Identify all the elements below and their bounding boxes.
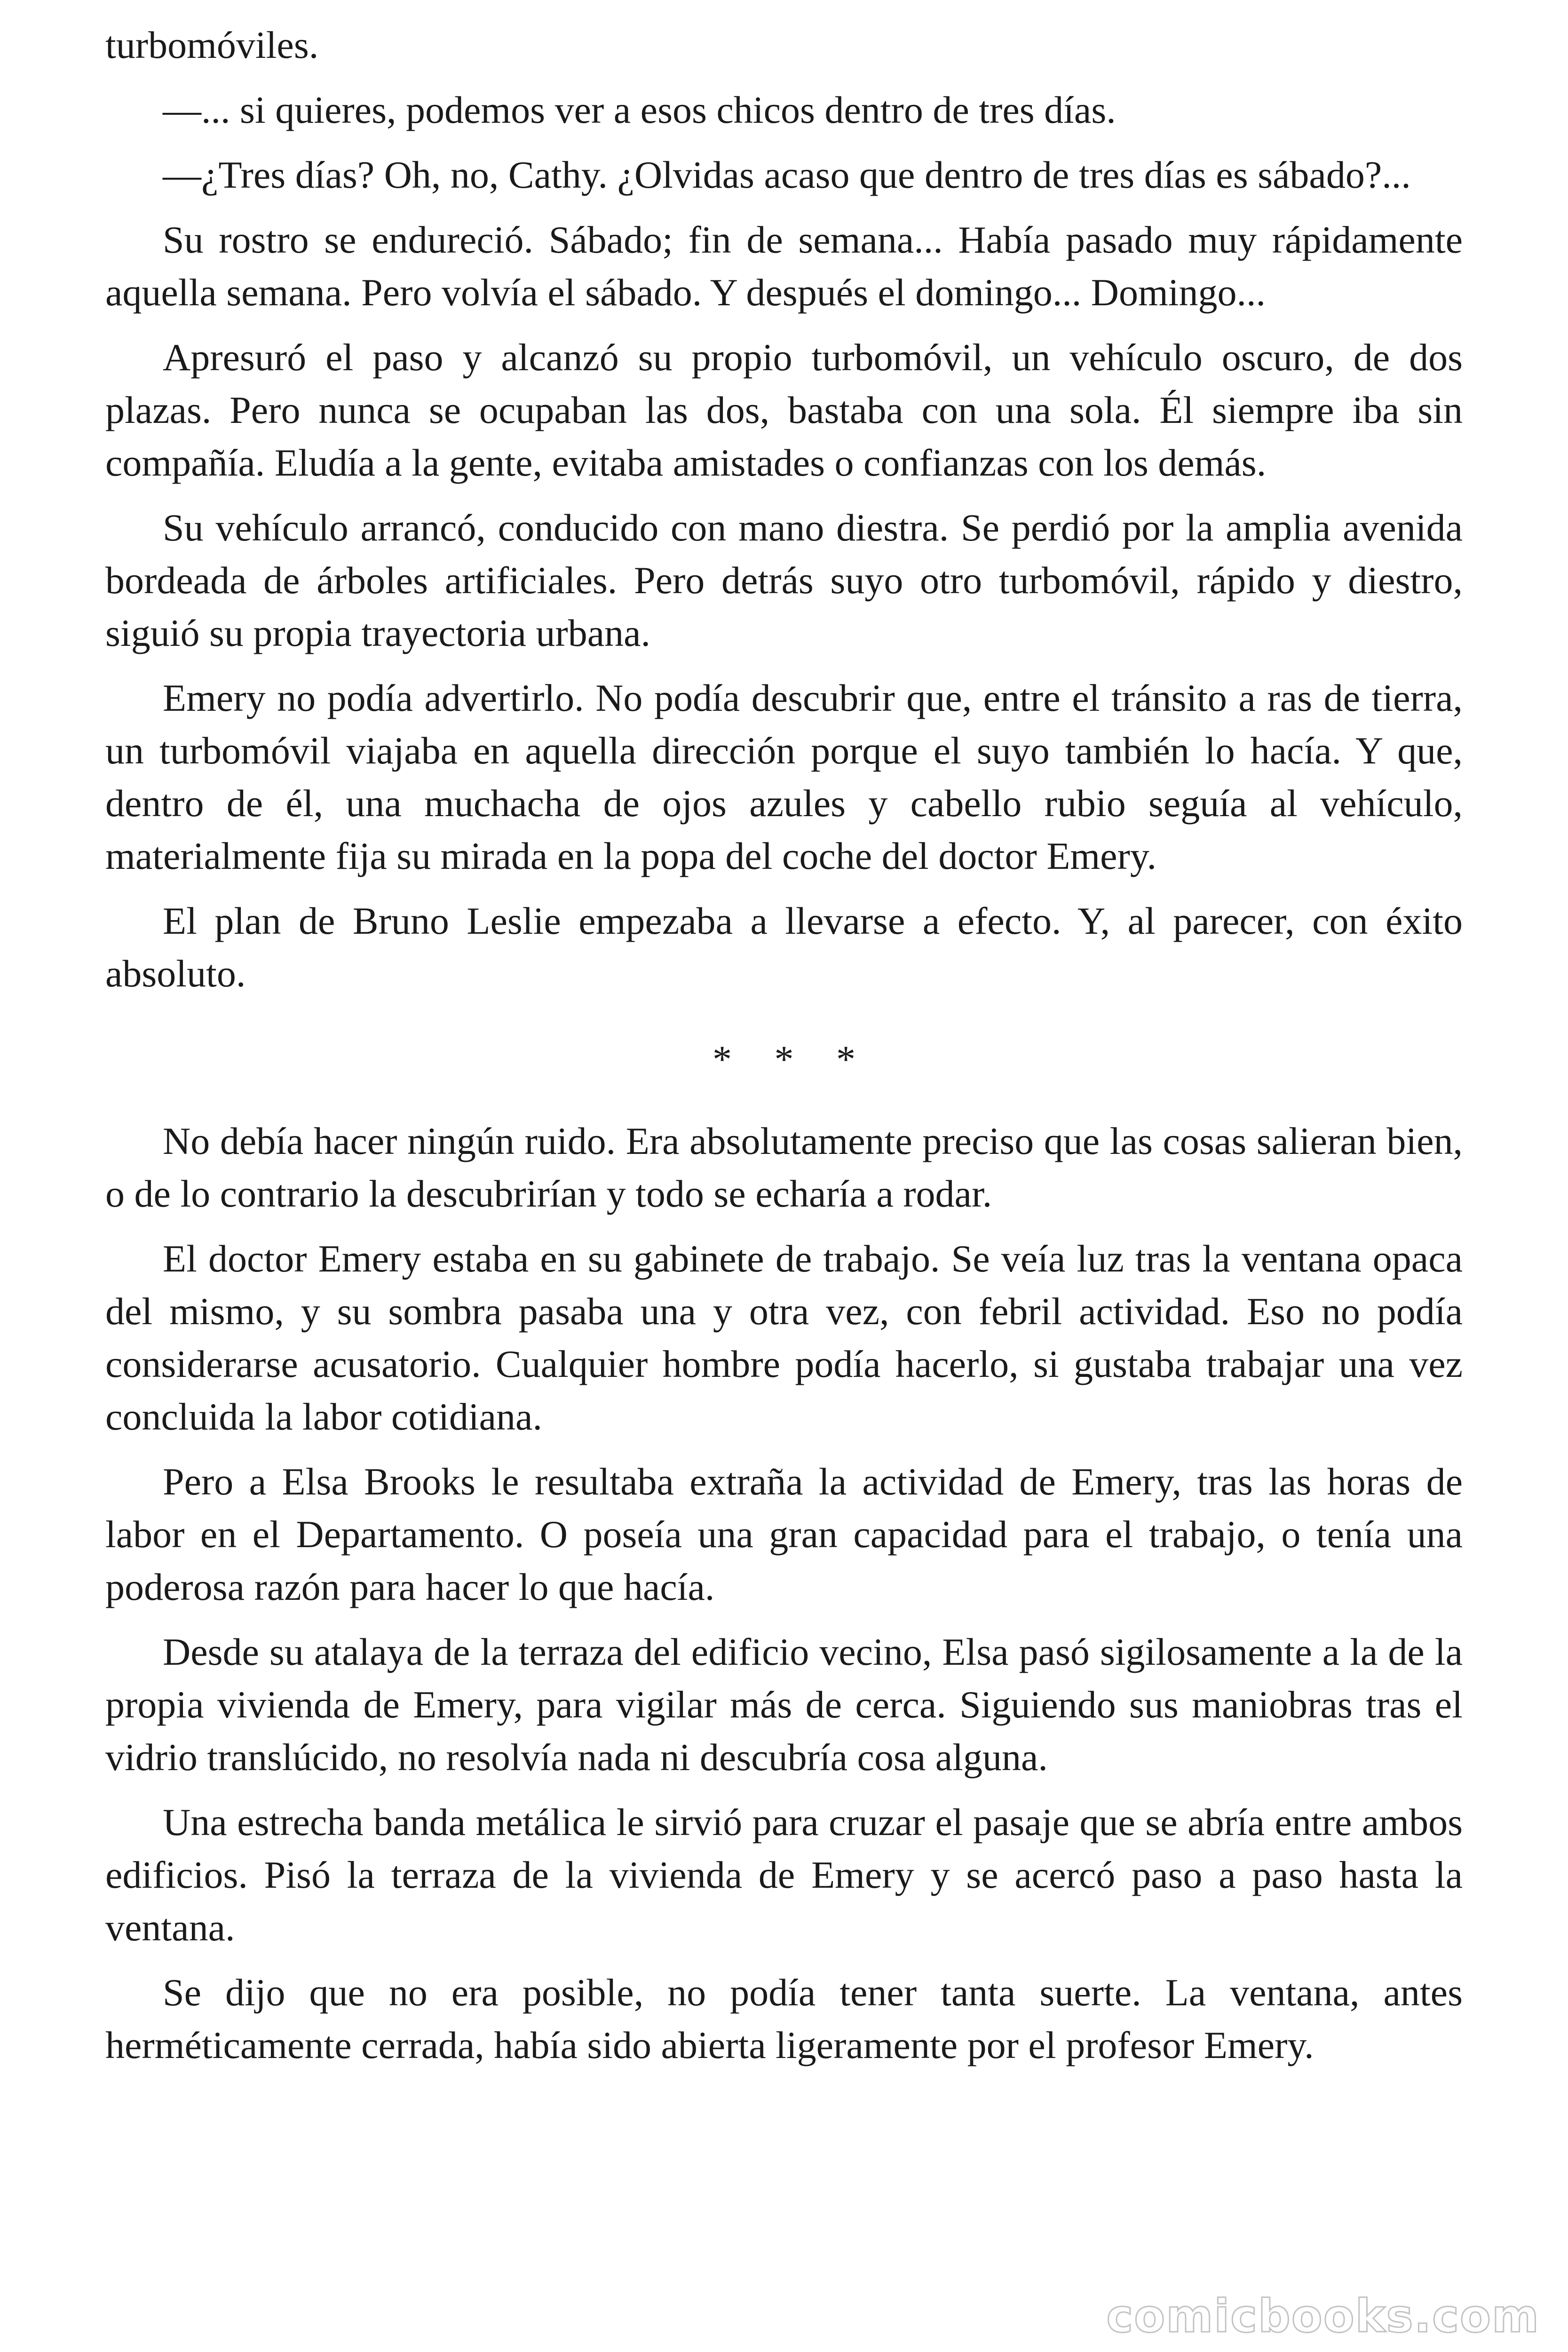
paragraph: Se dijo que no era posible, no podía tener tanta suerte. La ventana, antes herméticamente cerrada, había sido abierta ligeramente por el profesor Emery. (105, 1971, 1463, 2066)
paragraph: Una estrecha banda metálica le sirvió para cruzar el pasaje que se abría entre ambos edificios. Pisó la terraza de la vivienda de Emery y se acercó paso a paso hasta la ventana. (105, 1801, 1463, 1949)
paragraph: Emery no podía advertirlo. No podía descubrir que, entre el tránsito a ras de tierra, un turbomóvil viajaba en aquella dirección porque el suyo también lo hacía. Y que, dentro de él, una muchacha de ojos azules y cabello rubio seguía al vehículo, materialmente fija su mirada en la popa del coche del doctor Emery. (105, 676, 1463, 877)
paragraph: Pero a Elsa Brooks le resultaba extraña la actividad de Emery, tras las horas de labor en el Departamento. O poseía una gran capacidad para el trabajo, o tenía una poderosa razón para hacer lo que hacía. (105, 1460, 1463, 1608)
section-separator: * * * (713, 1038, 855, 1081)
paragraph: turbomóviles. (105, 24, 319, 66)
paragraph: Desde su atalaya de la terraza del edificio vecino, Elsa pasó sigilosamente a la de la propia vivienda de Emery, para vigilar más de cerca. Siguiendo sus maniobras tras el vidrio translúcido, no resolvía nada ni descubría cosa alguna. (105, 1630, 1463, 1779)
paragraph: —¿Tres días? Oh, no, Cathy. ¿Olvidas acaso que dentro de tres días es sábado?... (163, 153, 1411, 196)
paragraph: El doctor Emery estaba en su gabinete de trabajo. Se veía luz tras la ventana opaca del mismo, y su sombra pasaba una y otra vez, con febril actividad. Eso no podía considerarse acusatorio. Cualquier hombre podía hacerlo, si gustaba trabajar una vez concluida la labor cotidiana. (105, 1237, 1463, 1438)
document-page (105, 19, 1463, 2084)
watermark: comicbooks.com (1106, 2290, 1540, 2343)
paragraph: Su vehículo arrancó, conducido con mano diestra. Se perdió por la amplia avenida bordeada de árboles artificiales. Pero detrás suyo otro turbomóvil, rápido y diestro, siguió su propia trayectoria urbana. (105, 506, 1463, 654)
paragraph: Apresuró el paso y alcanzó su propio turbomóvil, un vehículo oscuro, de dos plazas. Pero nunca se ocupaban las dos, bastaba con una sola. Él siempre iba sin compañía. Eludía a la gente, evitaba amistades o confianzas con los demás. (105, 336, 1463, 484)
paragraph: —... si quieres, podemos ver a esos chicos dentro de tres días. (163, 88, 1116, 131)
paragraph: No debía hacer ningún ruido. Era absolutamente preciso que las cosas salieran bien, o de lo contrario la descubrirían y todo se echaría a rodar. (105, 1120, 1463, 1215)
paragraph: El plan de Bruno Leslie empezaba a llevarse a efecto. Y, al parecer, con éxito absoluto. (105, 899, 1463, 995)
paragraph: Su rostro se endureció. Sábado; fin de semana... Había pasado muy rápidamente aquella semana. Pero volvía el sábado. Y después el domingo... Domingo... (105, 218, 1463, 314)
